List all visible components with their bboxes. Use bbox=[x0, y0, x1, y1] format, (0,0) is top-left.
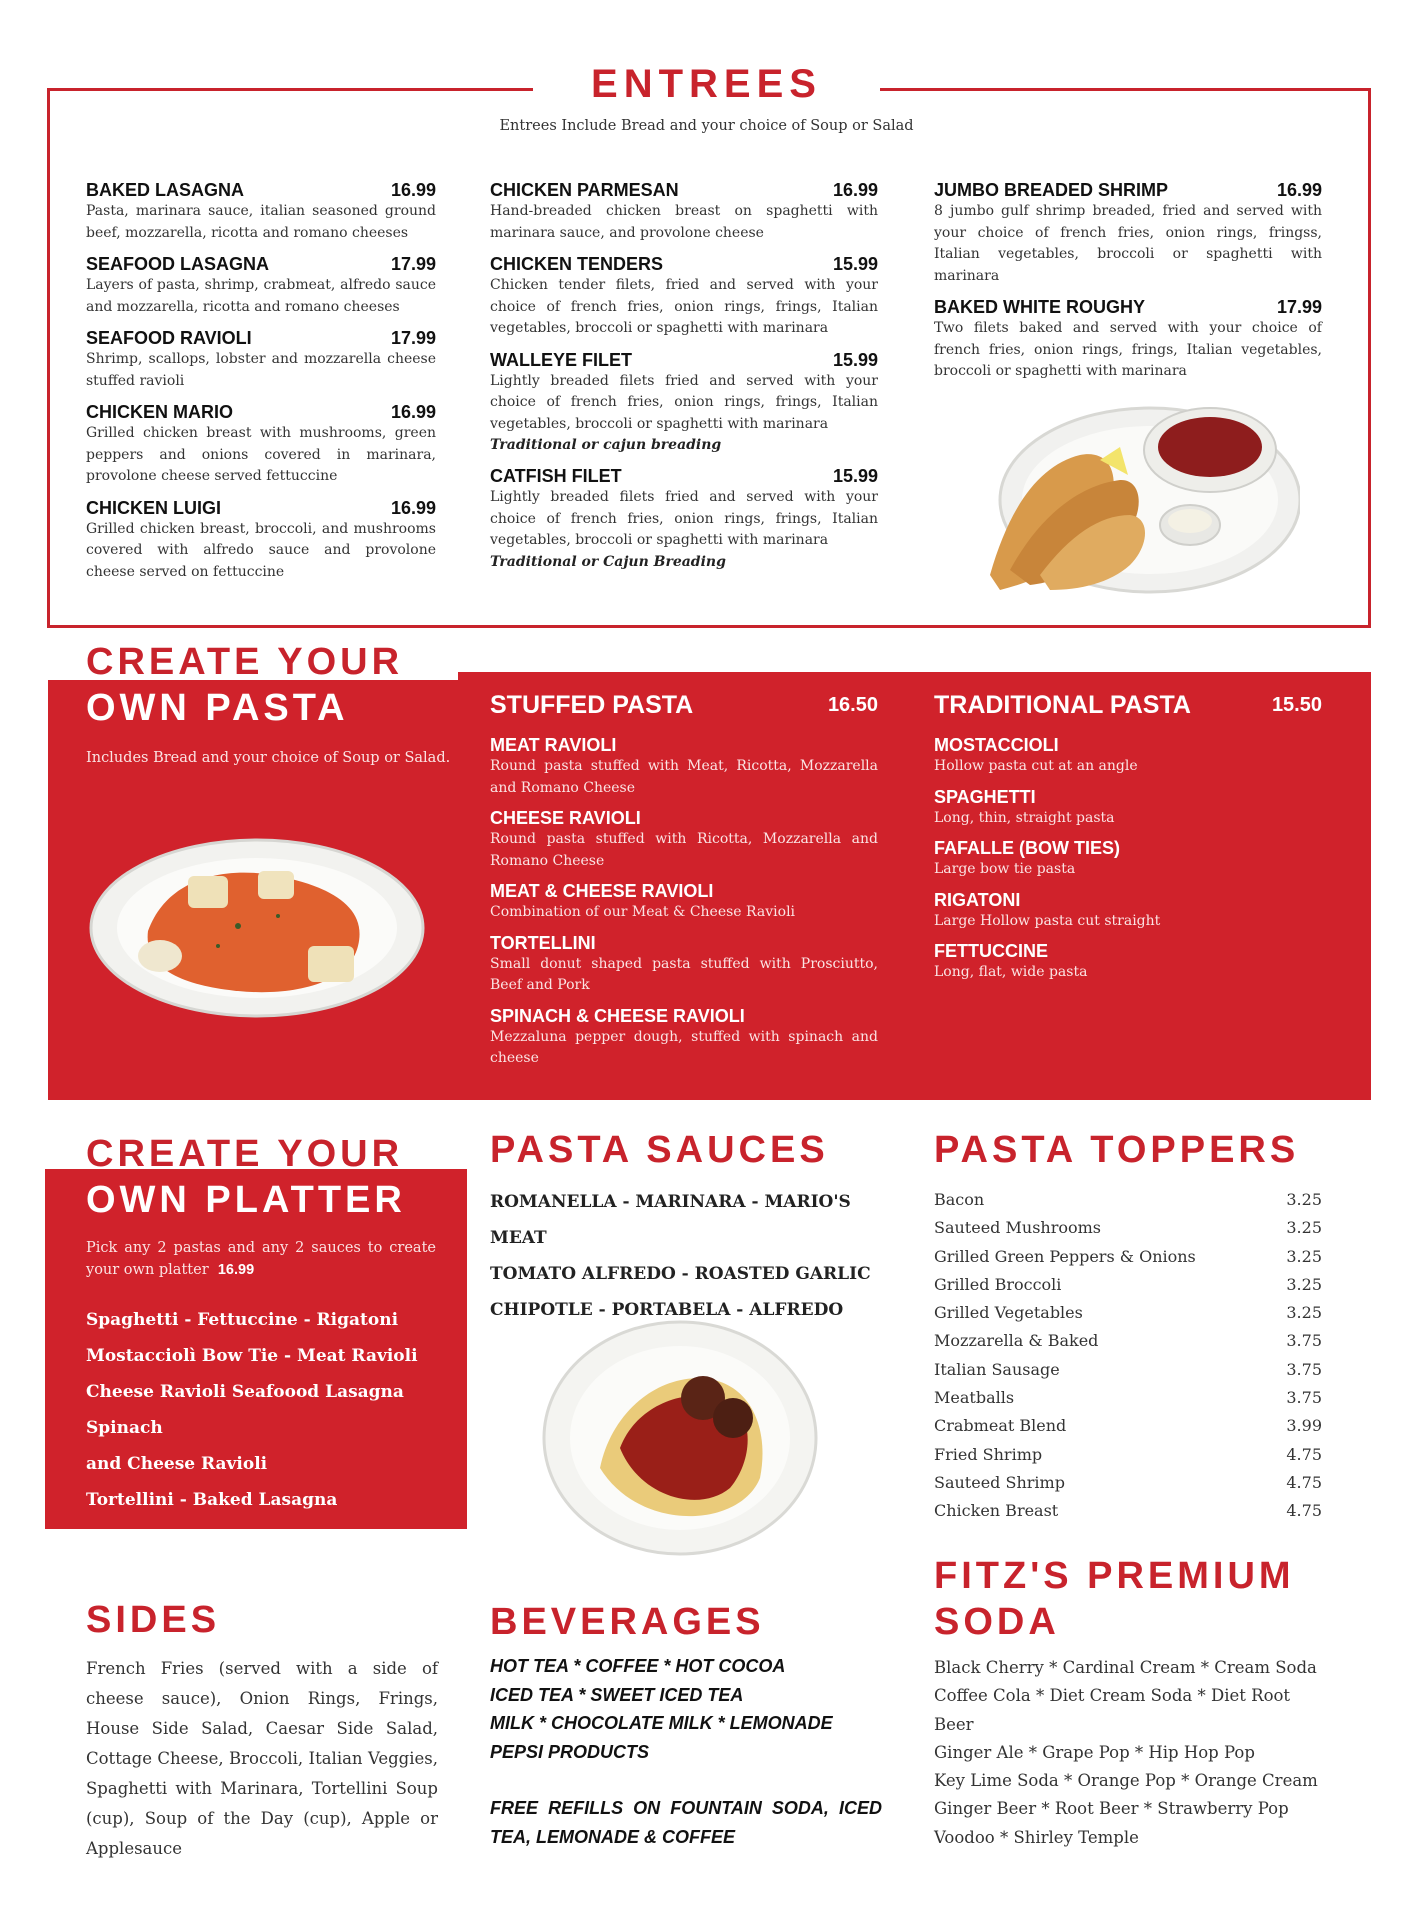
item-note: Traditional or Cajun Breading bbox=[490, 553, 726, 570]
item-price: 16.99 bbox=[390, 402, 436, 422]
pasta-item: MEAT RAVIOLI Round pasta stuffed with Meat, Ricotta, Mozzarella and Romano Cheese bbox=[490, 735, 878, 796]
sides-text: French Fries (served with a side of cheese sauce), Onion Rings, Frings, House Side Salad, Caesar Side Salad, Cottage Cheese, Broccoli, Italian Veggies, Spaghetti with Marinara, Tortellini Soup (cup), Soup of the Day (cup), Apple or Applesauce bbox=[86, 1659, 438, 1858]
item-description: Shrimp, scallops, lobster and mozzarella cheese stuffed ravioli bbox=[86, 351, 436, 389]
topper-row: Crabmeat Blend 3.99 bbox=[934, 1416, 1322, 1436]
topper-row: Grilled Broccoli 3.25 bbox=[934, 1274, 1322, 1294]
traditional-pasta-title: TRADITIONAL PASTA bbox=[934, 691, 1191, 719]
item-price: 17.99 bbox=[1276, 297, 1322, 317]
topper-row: Fried Shrimp 4.75 bbox=[934, 1444, 1322, 1464]
item-name: BAKED LASAGNA bbox=[86, 180, 245, 200]
item-description: Lightly breaded filets fried and served with your choice of french fries, onion rings, frings, Italian vegetables, broccoli or spaghetti with marinara bbox=[490, 489, 878, 548]
item-name: CHICKEN MARIO bbox=[86, 402, 233, 422]
pasta-item: RIGATONI Large Hollow pasta cut straight bbox=[934, 889, 1161, 929]
soda-line: Voodoo * Shirley Temple bbox=[934, 1827, 1139, 1847]
platter-option-line: Tortellini - Baked Lasagna bbox=[86, 1490, 338, 1510]
beverage-line: HOT TEA * COFFEE * HOT COCOA bbox=[490, 1656, 786, 1676]
fish-platter-image bbox=[970, 385, 1300, 605]
premium-soda-title-line2: SODA bbox=[934, 1601, 1060, 1643]
beverages-title: BEVERAGES bbox=[490, 1601, 765, 1643]
sauce-line: ROMANELLA - MARINARA - MARIO'S MEAT bbox=[490, 1192, 851, 1248]
create-platter-description: Pick any 2 pastas and any 2 sauces to create your own platter 16.99 bbox=[86, 1240, 436, 1278]
item-price: 15.99 bbox=[832, 349, 878, 370]
item-name: WALLEYE FILET bbox=[490, 349, 632, 370]
pasta-item: FETTUCCINE Long, flat, wide pasta bbox=[934, 941, 1088, 980]
entrees-column-3 bbox=[934, 179, 1322, 392]
topper-row: Meatballs 3.75 bbox=[934, 1388, 1322, 1408]
item-price: 17.99 bbox=[390, 328, 436, 348]
platter-option-line: Spaghetti - Fettuccine - Rigatoni bbox=[86, 1310, 399, 1330]
item-name: CHICKEN TENDERS bbox=[490, 254, 664, 274]
platter-option-line: and Cheese Ravioli bbox=[86, 1454, 268, 1474]
topper-row: Mozzarella & Baked 3.75 bbox=[934, 1331, 1322, 1351]
item-price: 16.99 bbox=[390, 497, 436, 518]
item-name: CATFISH FILET bbox=[490, 466, 622, 486]
item-name: SEAFOOD LASAGNA bbox=[86, 254, 270, 274]
pasta-toppers-title: PASTA TOPPERS bbox=[934, 1129, 1300, 1171]
soda-line: Ginger Ale * Grape Pop * Hip Hop Pop bbox=[934, 1742, 1255, 1762]
topper-row: Grilled Green Peppers & Onions 3.25 bbox=[934, 1246, 1322, 1266]
sauce-line: TOMATO ALFREDO - ROASTED GARLIC bbox=[490, 1264, 871, 1284]
item-price: 17.99 bbox=[390, 254, 436, 274]
create-pasta-description: Includes Bread and your choice of Soup or Salad. bbox=[86, 750, 451, 766]
menu-item bbox=[86, 497, 436, 584]
menu-item bbox=[86, 401, 436, 488]
stuffed-pasta-title: STUFFED PASTA bbox=[490, 691, 694, 719]
item-name: CHICKEN LUIGI bbox=[86, 497, 221, 518]
menu-item bbox=[86, 179, 436, 244]
item-description: Chicken tender filets, fried and served with your choice of french fries, onion rings, frings, Italian vegetables, broccoli or spaghetti with marinara bbox=[490, 277, 878, 336]
create-pasta-title-line1: CREATE YOUR bbox=[86, 641, 404, 683]
beverage-line: ICED TEA * SWEET ICED TEA bbox=[490, 1684, 744, 1705]
soda-line: Ginger Beer * Root Beer * Strawberry Pop bbox=[934, 1799, 1289, 1819]
menu-item bbox=[490, 349, 878, 457]
pasta-item: SPINACH & CHEESE RAVIOLI Mezzaluna pepper dough, stuffed with spinach and cheese bbox=[490, 1005, 878, 1066]
pasta-item: SPAGHETTI Long, thin, straight pasta bbox=[934, 786, 1115, 826]
stuffed-pasta-column bbox=[490, 690, 878, 1078]
pasta-sauces-list bbox=[490, 1184, 890, 1328]
menu-item bbox=[86, 253, 436, 318]
item-name: BAKED WHITE ROUGHY bbox=[934, 297, 1145, 317]
traditional-pasta-price: 15.50 bbox=[1271, 694, 1322, 716]
item-description: Layers of pasta, shrimp, crabmeat, alfredo sauce and mozzarella, ricotta and romano cheeses bbox=[86, 277, 436, 315]
pasta-item: MOSTACCIOLI Hollow pasta cut at an angle bbox=[934, 735, 1138, 774]
menu-item bbox=[490, 179, 878, 244]
platter-options bbox=[86, 1302, 446, 1518]
entrees-column-2 bbox=[490, 179, 878, 582]
topper-row: Grilled Vegetables 3.25 bbox=[934, 1303, 1322, 1323]
item-description: Grilled chicken breast, broccoli, and mushrooms covered with alfredo sauce and provolone cheese served on fettuccine bbox=[86, 520, 436, 580]
soda-line: Key Lime Soda * Orange Pop * Orange Cream bbox=[934, 1771, 1318, 1791]
item-price: 15.99 bbox=[832, 466, 878, 486]
soda-line: Black Cherry * Cardinal Cream * Cream Soda bbox=[934, 1658, 1317, 1677]
menu-item bbox=[934, 296, 1322, 383]
item-name: SEAFOOD RAVIOLI bbox=[86, 328, 252, 348]
item-note: Traditional or cajun breading bbox=[490, 437, 722, 453]
create-platter-title-line1: CREATE YOUR bbox=[86, 1133, 404, 1175]
pasta-item: FAFALLE (BOW TIES) Large bow tie pasta bbox=[934, 838, 1120, 877]
item-price: 15.99 bbox=[832, 254, 878, 274]
entrees-column-1 bbox=[86, 179, 436, 592]
pasta-item: MEAT & CHEESE RAVIOLI Combination of our Meat & Cheese Ravioli bbox=[490, 881, 796, 920]
item-description: Two filets baked and served with your choice of french fries, onion rings, frings, Italian vegetables, broccoli or spaghetti with marinara bbox=[934, 320, 1322, 379]
premium-soda-title-line1: FITZ'S PREMIUM bbox=[934, 1555, 1295, 1597]
topper-row: Sauteed Mushrooms 3.25 bbox=[934, 1218, 1322, 1238]
topper-row: Chicken Breast 4.75 bbox=[934, 1501, 1322, 1521]
create-pasta-title-line2: OWN PASTA bbox=[86, 687, 349, 729]
platter-option-line: Mostacciolì Bow Tie - Meat Ravioli bbox=[86, 1346, 418, 1366]
premium-soda-list bbox=[934, 1654, 1322, 1852]
menu-item bbox=[490, 465, 878, 573]
sauce-line: CHIPOTLE - PORTABELA - ALFREDO bbox=[490, 1300, 844, 1320]
beverages-list bbox=[490, 1652, 882, 1851]
pasta-item: CHEESE RAVIOLI Round pasta stuffed with Ricotta, Mozzarella and Romano Cheese bbox=[490, 808, 878, 869]
pasta-toppers-list bbox=[934, 1186, 1322, 1526]
item-description: Pasta, marinara sauce, italian seasoned ground beef, mozzarella, ricotta and romano cheeses bbox=[86, 203, 436, 241]
item-description: Grilled chicken breast with mushrooms, green peppers and onions covered in marinara, provolone cheese served fettuccine bbox=[86, 425, 436, 484]
item-price: 16.99 bbox=[390, 180, 436, 200]
item-name: CHICKEN PARMESAN bbox=[490, 180, 679, 200]
item-description: 8 jumbo gulf shrimp breaded, fried and served with your choice of french fries, onion rings, fringss, Italian vegetables, broccoli or spaghetti with marinara bbox=[934, 203, 1322, 284]
beverage-line: PEPSI PRODUCTS bbox=[490, 1741, 650, 1762]
item-description: Lightly breaded filets fried and served with your choice of french fries, onion rings, frings, Italian vegetables, broccoli or spaghetti with marinara bbox=[490, 372, 878, 432]
free-refills-note: FREE REFILLS ON FOUNTAIN SODA, ICED TEA, LEMONADE & COFFEE bbox=[490, 1798, 882, 1847]
platter-price: 16.99 bbox=[217, 1261, 255, 1278]
topper-row: Italian Sausage 3.75 bbox=[934, 1359, 1322, 1379]
entrees-subtitle: Entrees Include Bread and your choice of Soup or Salad bbox=[499, 118, 914, 134]
menu-item bbox=[490, 253, 878, 340]
beverage-line: MILK * CHOCOLATE MILK * LEMONADE bbox=[490, 1713, 833, 1733]
item-name: JUMBO BREADED SHRIMP bbox=[934, 180, 1169, 200]
topper-row: Sauteed Shrimp 4.75 bbox=[934, 1472, 1322, 1492]
topper-row: Bacon 3.25 bbox=[934, 1190, 1322, 1209]
soda-line: Coffee Cola * Diet Cream Soda * Diet Root Beer bbox=[934, 1686, 1291, 1734]
entrees-title: ENTREES bbox=[0, 62, 1413, 107]
ravioli-plate-image bbox=[88, 836, 426, 1020]
sides-title: SIDES bbox=[86, 1599, 221, 1641]
item-description: Hand-breaded chicken breast on spaghetti with marinara sauce, and provolone cheese bbox=[490, 203, 878, 241]
item-price: 16.99 bbox=[1276, 180, 1322, 200]
item-price: 16.99 bbox=[832, 180, 878, 200]
pasta-sauces-title: PASTA SAUCES bbox=[490, 1129, 829, 1171]
spaghetti-plate-image bbox=[540, 1318, 820, 1560]
pasta-item: TORTELLINI Small donut shaped pasta stuffed with Prosciutto, Beef and Pork bbox=[490, 932, 878, 993]
create-platter-title-line2: OWN PLATTER bbox=[86, 1179, 406, 1221]
menu-item bbox=[934, 179, 1322, 287]
traditional-pasta-column bbox=[934, 690, 1322, 992]
stuffed-pasta-price: 16.50 bbox=[827, 694, 878, 716]
menu-item bbox=[86, 327, 436, 392]
platter-option-line: Cheese Ravioli Seafoood Lasagna Spinach bbox=[86, 1382, 404, 1438]
